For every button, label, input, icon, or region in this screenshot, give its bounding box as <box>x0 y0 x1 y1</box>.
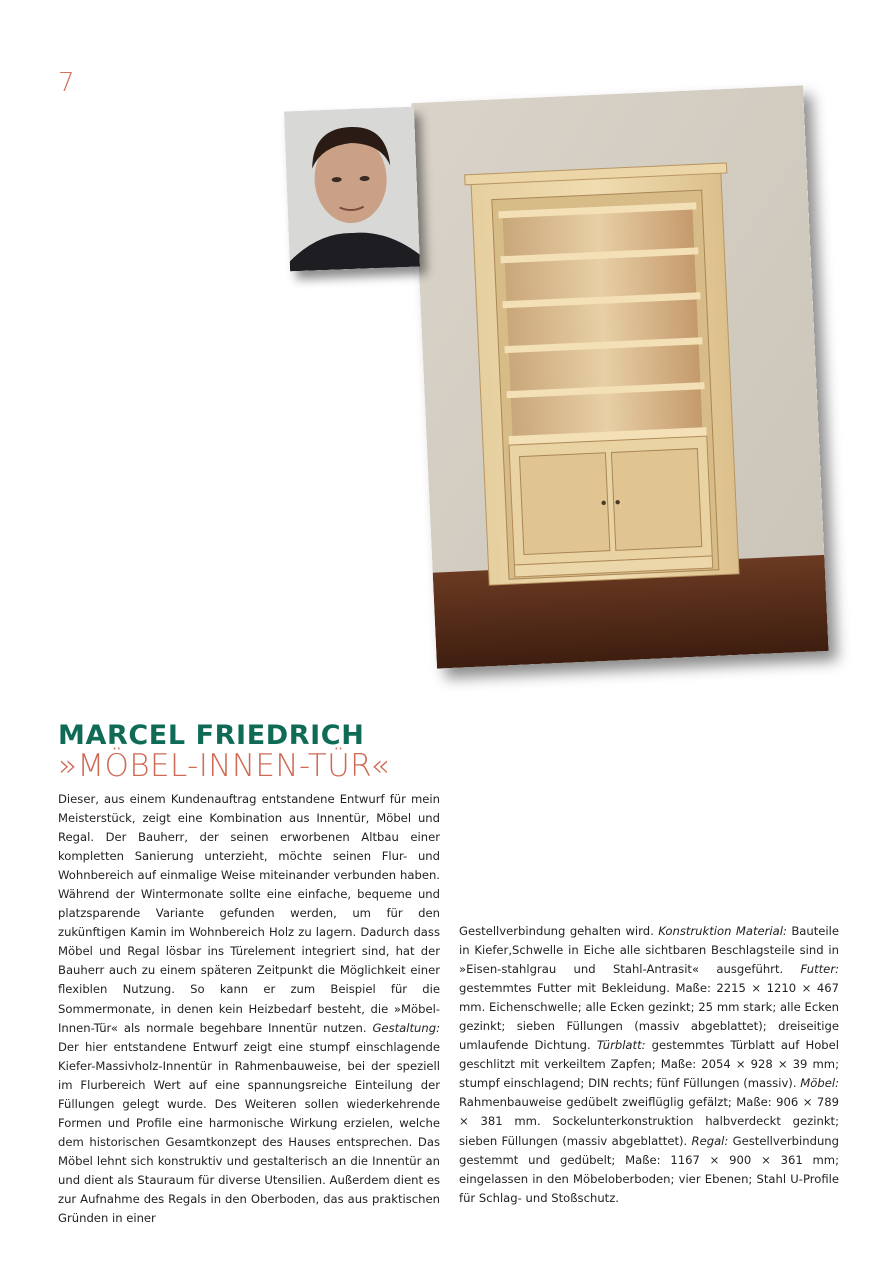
project-title: »MÖBEL-INNEN-TÜR« <box>58 748 390 784</box>
moebel-text: Rahmenbauweise gedübelt zweiflüglig gefälzt; Maße: 906 × 789 × 381 mm. Sockelunterkonstruktion halbverdeckt gezinkt; sieben Füllungen (massiv abgeblattet). <box>459 1095 839 1148</box>
moebel-label: Möbel: <box>800 1076 839 1091</box>
continuation-text: Gestellverbindung gehalten wird. <box>459 924 654 938</box>
intro-paragraph: Dieser, aus einem Kundenauftrag entstandene Entwurf für mein Meisterstück, zeigt eine Kombination aus Innentür, Möbel und Regal. Der Bauherr, der seinen erworbenen Altbau einer kompletten Sanierung unterzieht, möchte seinen Flur- und Wohnbereich auf einmalige Weise miteinander verbunden haben. Während der Wintermonate sollte eine einfache, bequeme und platzsparende Variante gefunden werden, um für den zukünftigen Kamin im Wohnbereich Holz zu lagern. Dadurch dass Möbel und Regal lösbar ins Türelement integriert sind, hat der Bauherr auch zu einem späteren Zeitpunkt die Möglichkeit einer flexiblen Nutzung. So kann er zum Beispiel für die Sommermonate, in denen kein Heizbedarf besteht, die »Möbel-Innen-Tür« als normale begehbare Innentür nutzen. <box>58 792 440 1035</box>
regal-label: Regal: <box>691 1133 729 1148</box>
cabinet-door-photo <box>411 85 828 668</box>
author-name: MARCEL FRIEDRICH <box>58 720 365 751</box>
material-text: Bauteile in Kiefer,Schwelle in Eiche alle sichtbaren Beschlagsteile sind in »Eisen-stahlgrau und Stahl-Antrasit« ausgeführt. <box>459 924 839 977</box>
konstruktion-label: Konstruktion Material: <box>658 924 787 938</box>
tuerblatt-label: Türblatt: <box>596 1038 646 1053</box>
body-text-left <box>58 790 440 1228</box>
futter-text: gestemmtes Futter mit Bekleidung. Maße: 2215 × 1210 × 467 mm. Eichenschwelle; alle Ecken gezinkt; 25 mm stark; alle Ecken gezinkt; sieben Füllungen (massiv abgeblattet); dreiseitige umlaufende Dichtung. <box>459 981 839 1053</box>
gestaltung-label: Gestaltung: <box>372 1020 440 1035</box>
regal-text: Gestellverbindung gestemmt und gedübelt; Maße: 1167 × 900 × 361 mm; eingelassen in den Möbeloberboden; vier Ebenen; Stahl U-Profile für Schlag- und Stoßschutz. <box>459 1133 840 1205</box>
gestaltung-text: Der hier entstandene Entwurf zeigt eine stumpf einschlagende Kiefer-Massivholz-Innentür in Rahmenbauweise, bei der speziell im Flurbereich Wert auf eine spannungsreiche Einteilung der Füllungen gelegt wurde. Des Weiteren sollen wiederkehrende Formen und Profile eine harmonische Wirkung erzielen, welche dem historischen Gesamtkonzept des Hauses entsprechen. Das Möbel lehnt sich konstruktiv und gestalterisch an die Innentür an und dient als Stauraum für diverse Utensilien. Außerdem dient es zur Aufnahme des Regals in den Oberboden, das aus praktischen Gründen in einer <box>58 1039 440 1226</box>
body-text-right <box>459 922 839 1208</box>
author-portrait <box>284 107 420 272</box>
futter-label: Futter: <box>800 962 839 977</box>
tuerblatt-text: gestemmtes Türblatt auf Hobel geschlitzt mit verkeiltem Zapfen; Maße: 2054 × 928 × 39 mm; stumpf einschlagend; DIN rechts; fünf Füllungen (massiv). <box>459 1038 840 1091</box>
page-number: 7 <box>58 68 75 98</box>
